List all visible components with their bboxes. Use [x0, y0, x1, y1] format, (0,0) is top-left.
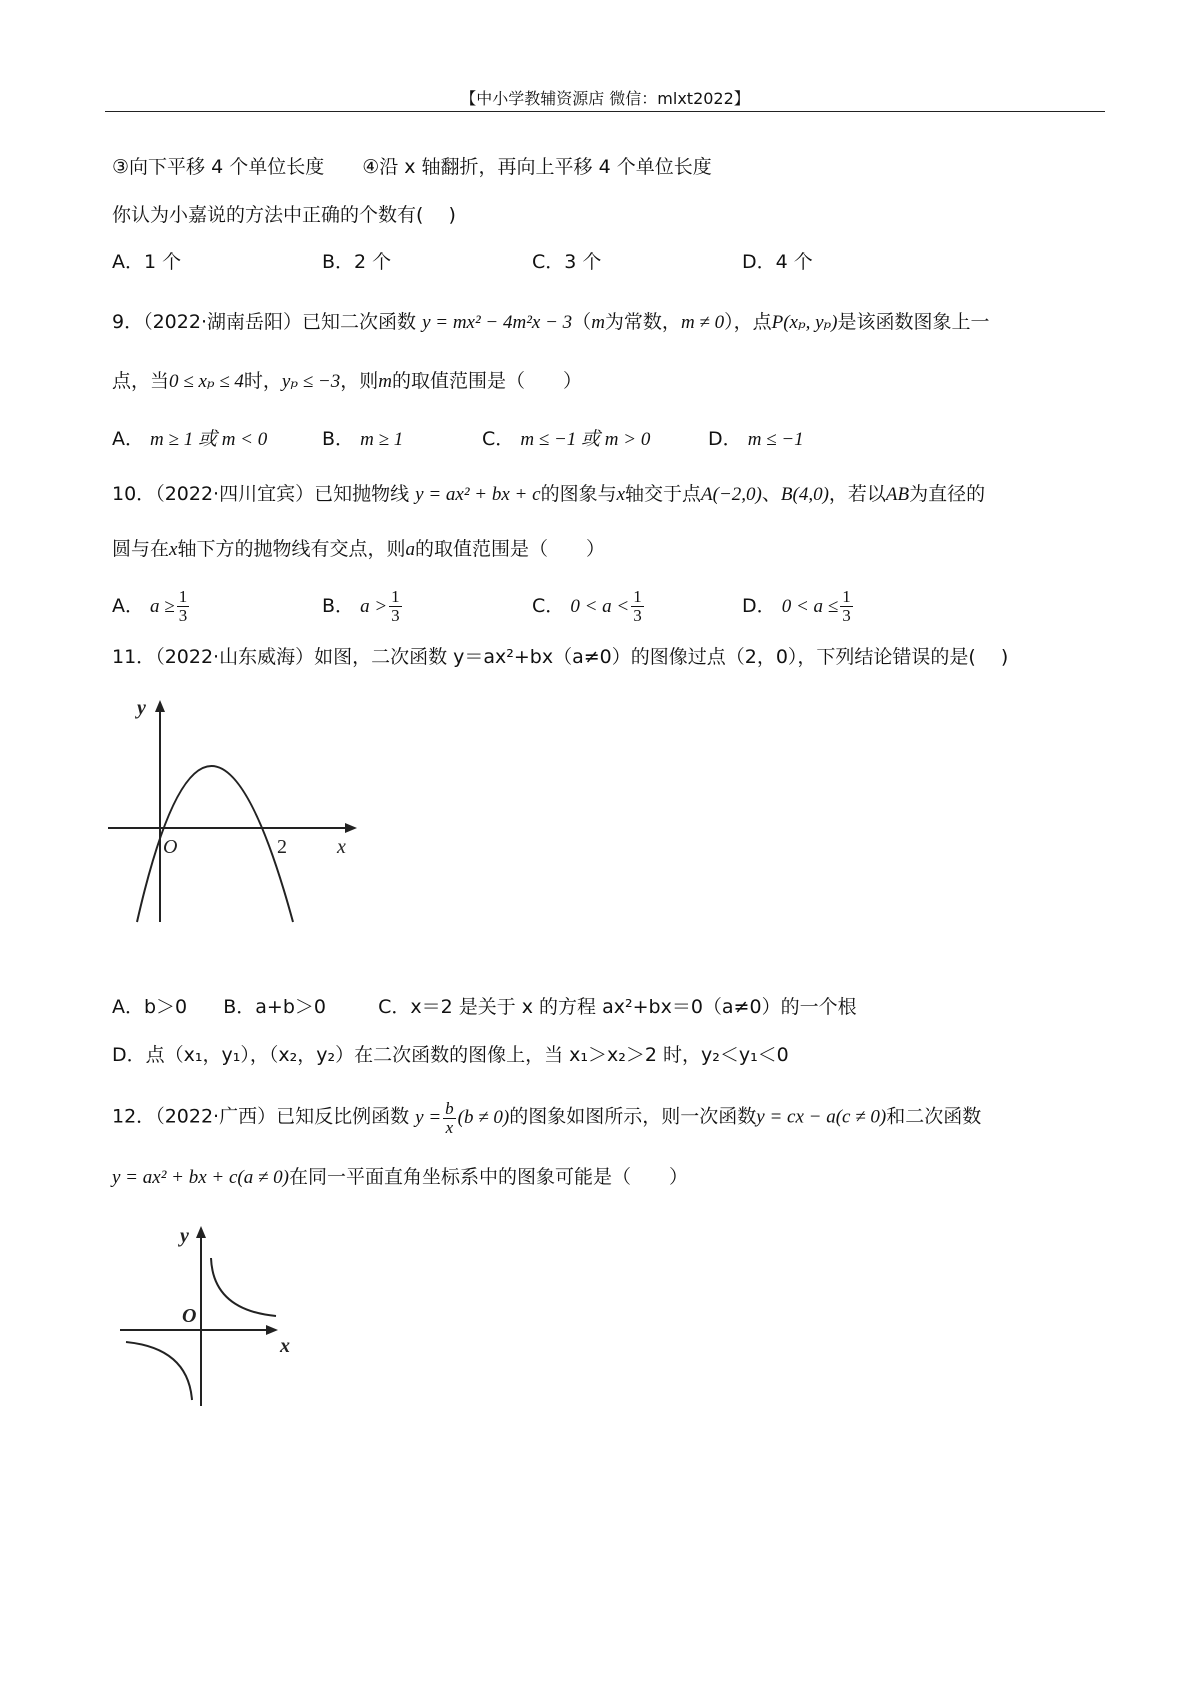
- q9-ycondition: yₚ ≤ −3: [281, 371, 341, 392]
- q9-condition: m ≠ 0: [680, 312, 725, 333]
- q11-stem: [112, 648, 1008, 667]
- q11-source: （2022·山东威海）: [155, 646, 315, 668]
- q12-hyperbola-branch-2: [126, 1342, 192, 1400]
- q9-range: 0 ≤ xₚ ≤ 4: [169, 371, 244, 392]
- q8-option-d[interactable]: D．4 个: [742, 251, 813, 273]
- q8-option-b[interactable]: B．2 个: [322, 251, 392, 273]
- q11-text: 如图，二次函数 y＝ax²+bx（a≠0）的图像过点（2，0），下列结论错误的是( ): [314, 646, 1009, 668]
- q11-x-arrow: [345, 823, 357, 833]
- q11-option-b[interactable]: B．a+b＞0: [223, 996, 326, 1018]
- q9-stem-line2: 点，当0 ≤ xₚ ≤ 4时，yₚ ≤ −3，则m的取值范围是（ ）: [112, 370, 582, 392]
- q10-source: （2022·四川宜宾）: [155, 483, 315, 505]
- q11-root-label: 2: [277, 836, 287, 858]
- q12-hyperbola-branch-1: [211, 1258, 276, 1316]
- q12-stem-line2: y = ax² + bx + c(a ≠ 0)在同一平面直角坐标系中的图象可能是（ ）: [112, 1166, 688, 1188]
- q11-origin-label: O: [163, 836, 178, 858]
- q12-origin-label: O: [182, 1305, 197, 1327]
- q12-source: （2022·广西）: [155, 1105, 277, 1128]
- q9-source: （2022·湖南岳阳）: [143, 311, 302, 333]
- q11-number: 11．: [112, 646, 156, 668]
- q11-parabola-graph: [105, 690, 365, 930]
- q8-methods-line: ③向下平移 4 个单位长度 ④沿 x 轴翻折，再向上平移 4 个单位长度: [112, 156, 712, 178]
- page-header: 【中小学教辅资源店 微信：mlxt2022】: [460, 89, 750, 108]
- q10-option-a[interactable]: A． a ≥ $\frac{1}{3}$: [112, 587, 188, 625]
- q12-stem-line1: 12．（2022·广西）已知反比例函数 y = $\frac{b}{x}$ (b ≠ 0)的图象如图所示，则一次函数y = cx − a(c ≠ 0)和二次函数: [112, 1099, 982, 1137]
- q10-function: y = ax² + bx + c: [415, 484, 541, 505]
- q12-x-label: x: [280, 1335, 290, 1357]
- q12-inverse-function: y = $\frac{b}{x}$ (b ≠ 0): [415, 1099, 510, 1137]
- q8-question: 你认为小嘉说的方法中正确的个数有( ): [112, 204, 456, 226]
- q11-option-d[interactable]: D．点（x₁，y₁），（x₂，y₂）在二次函数的图像上，当 x₁＞x₂＞2 时，y₂＜y₁＜0: [112, 1044, 789, 1066]
- q12-y-label: y: [180, 1225, 189, 1247]
- q9-function: y = mx² − 4m²x − 3: [422, 312, 573, 333]
- q12-x-arrow: [266, 1325, 278, 1335]
- q11-options-row1: [112, 998, 857, 1017]
- q11-y-arrow: [155, 700, 165, 712]
- q10-point-b: B(4,0): [780, 484, 829, 505]
- q12-hyperbola-graph: [118, 1220, 318, 1420]
- q11-option-c[interactable]: C．x＝2 是关于 x 的方程 ax²+bx＝0（a≠0）的一个根: [378, 996, 857, 1018]
- q10-stem-line1: 10．（2022·四川宜宾）已知抛物线 y = ax² + bx + c的图象与x轴交于点A(−2,0)、B(4,0)，若以AB为直径的: [112, 483, 986, 505]
- header-divider: [105, 111, 1105, 112]
- q10-point-a: A(−2,0): [701, 484, 762, 505]
- q9-option-a[interactable]: A． m ≥ 1 或 m < 0: [112, 428, 268, 450]
- q9-option-d[interactable]: D． m ≤ −1: [708, 428, 804, 450]
- q12-quadratic-function: y = ax² + bx + c(a ≠ 0): [112, 1167, 289, 1188]
- q9-point: P(xₚ, yₚ): [771, 312, 838, 333]
- q11-y-label: y: [137, 697, 146, 719]
- q9-option-c[interactable]: C． m ≤ −1 或 m > 0: [482, 428, 651, 450]
- q9-option-b[interactable]: B． m ≥ 1: [322, 428, 404, 450]
- q12-linear-function: y = cx − a(c ≠ 0): [756, 1106, 887, 1128]
- q9-number: 9．: [112, 311, 144, 333]
- q11-x-label: x: [337, 836, 346, 858]
- q8-option-a[interactable]: A．1 个: [112, 251, 182, 273]
- q10-option-d[interactable]: D． 0 < a ≤ $\frac{1}{3}$: [742, 587, 851, 625]
- q10-number: 10．: [112, 483, 156, 505]
- q8-option-c[interactable]: C．3 个: [532, 251, 602, 273]
- q11-option-a[interactable]: A．b＞0: [112, 996, 188, 1018]
- q9-stem-line1: 9．（2022·湖南岳阳）已知二次函数 y = mx² − 4m²x − 3（m为常数，m ≠ 0），点P(xₚ, yₚ)是该函数图象上一: [112, 311, 990, 333]
- q10-option-b[interactable]: B． a > $\frac{1}{3}$: [322, 587, 400, 625]
- q12-number: 12．: [112, 1105, 156, 1128]
- q9-text: 已知二次函数: [302, 311, 417, 333]
- q12-y-arrow: [196, 1226, 206, 1238]
- q10-option-c[interactable]: C． 0 < a < $\frac{1}{3}$: [532, 587, 642, 625]
- q10-stem-line2: 圆与在x轴下方的抛物线有交点，则a的取值范围是（ ）: [112, 538, 605, 560]
